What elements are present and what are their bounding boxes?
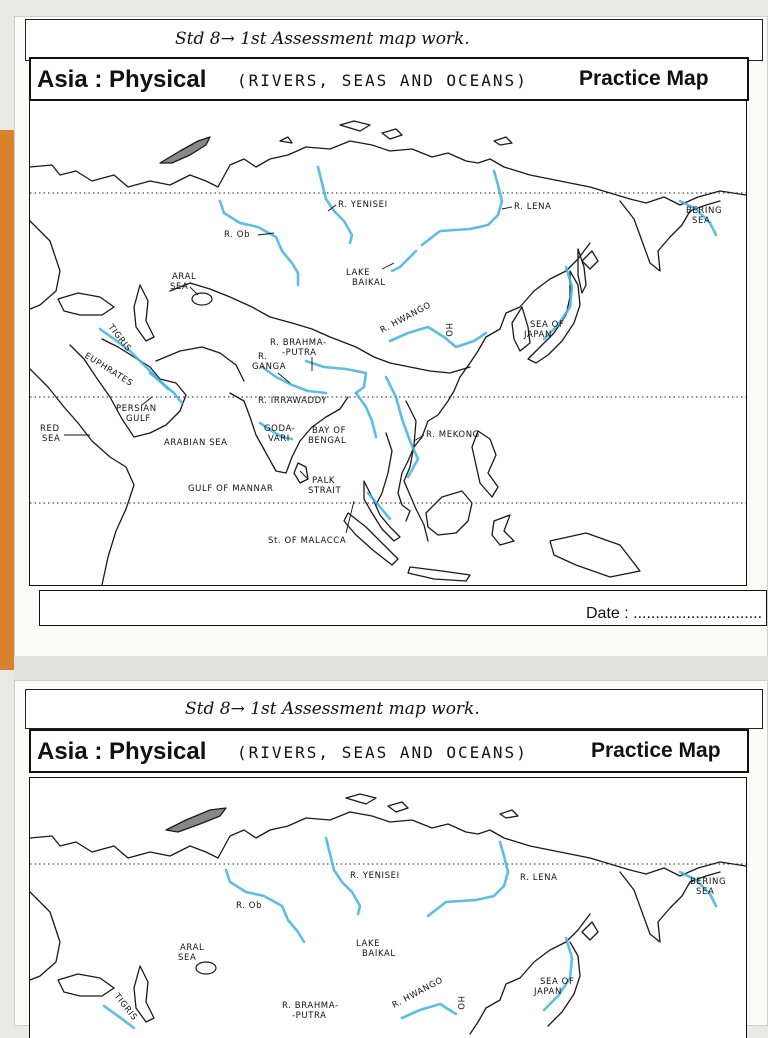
label-r-hwango-2: R. HWANGO <box>390 975 446 1011</box>
background-edge <box>0 130 14 670</box>
label-r-hwango: R. HWANGO <box>378 300 434 336</box>
date-field: Date : ............................. <box>586 605 763 622</box>
sea-of-japan-shape-2 <box>544 938 572 1010</box>
map-subtitle-2: (RIVERS, SEAS AND OCEANS) <box>237 743 528 762</box>
borneo <box>426 491 472 535</box>
river-hwango <box>390 327 486 347</box>
sumatra <box>344 513 398 565</box>
black-sea-2 <box>58 974 114 996</box>
label-r-irrawaddy: R. IRRAWADDY <box>258 396 328 406</box>
label-r-ganga-2: GANGA <box>252 362 287 372</box>
label-tigris: TIGRIS <box>105 322 134 354</box>
label-bering-sea-2: SEA <box>692 216 711 226</box>
map-title-2: Asia : Physical <box>37 738 207 765</box>
river-lena <box>422 171 502 245</box>
sri-lanka <box>294 463 308 483</box>
label-r-brahmaputra-2: -PUTRA <box>282 348 317 358</box>
label-r-mekong: R. MEKONG <box>426 430 480 440</box>
novaya-zemlya-2 <box>166 808 226 832</box>
label-r-lena: R. LENA <box>514 202 552 212</box>
west-boundary <box>30 221 60 309</box>
worksheet-page-2 <box>14 680 768 1026</box>
label-bering-sea-2-2: SEA <box>696 887 715 897</box>
label-aral-sea-1: ARAL <box>172 272 197 282</box>
lake-baikal-shape <box>392 251 416 271</box>
northern-coastline <box>30 141 746 205</box>
title-box-2 <box>29 729 749 773</box>
label-aral-sea-2-2: SEA <box>178 953 197 963</box>
label-sea-of-japan-2-2: JAPAN <box>534 987 562 997</box>
label-sea-of-japan-1: SEA OF <box>530 320 565 330</box>
label-red-sea-1: RED <box>40 424 60 434</box>
label-lake-baikal-1: LAKE <box>346 268 371 278</box>
river-irrawaddy <box>356 393 376 437</box>
river-mekong <box>386 377 418 477</box>
page-gap <box>14 656 768 680</box>
river-lena-2 <box>428 842 508 916</box>
novaya-zemlya <box>160 137 210 163</box>
strait-of-malacca-shape <box>368 493 390 519</box>
label-bay-of-bengal-1: BAY OF <box>312 426 347 436</box>
label-lake-baikal-1-2: LAKE <box>356 939 381 949</box>
asia-map <box>29 100 747 586</box>
persian-gulf-shape <box>150 373 182 403</box>
label-lake-baikal-2-2: BAIKAL <box>362 949 396 959</box>
arrow-lake-baikal <box>382 263 394 269</box>
label-godavari-2: VARI <box>268 434 290 444</box>
arrow-aral-sea <box>190 287 198 295</box>
japan-islands <box>528 251 598 363</box>
label-bering-sea-1-2: BERING <box>690 877 727 887</box>
sulawesi <box>492 515 514 545</box>
label-tigris-2: TIGRIS <box>111 991 140 1023</box>
black-sea <box>58 293 114 315</box>
asia-map-drawing <box>30 101 746 585</box>
practice-map-label: Practice Map <box>579 67 709 90</box>
philippines <box>472 431 498 497</box>
label-r-brahmaputra-1-2: R. BRAHMA- <box>282 1001 339 1011</box>
aral-sea-shape-2 <box>196 962 216 974</box>
label-sea-of-japan-2: JAPAN <box>524 330 552 340</box>
arrow-r-lena <box>502 207 512 209</box>
label-r-yenisei: R. YENISEI <box>338 200 388 210</box>
map-subtitle: (RIVERS, SEAS AND OCEANS) <box>237 71 528 90</box>
river-ob <box>220 201 298 285</box>
label-persian-gulf-1: PERSIAN <box>116 404 157 414</box>
river-hwango-2 <box>402 1004 456 1018</box>
new-guinea <box>550 533 640 577</box>
label-r-brahmaputra-1: R. BRAHMA- <box>270 338 327 348</box>
label-gulf-of-mannar: GULF OF MANNAR <box>188 484 274 494</box>
arctic-islands-2 <box>346 794 518 818</box>
japan-islands-2 <box>548 922 598 1026</box>
label-arabian-sea: ARABIAN SEA <box>164 438 228 448</box>
river-brahmaputra <box>306 361 366 393</box>
caspian-sea <box>134 285 154 341</box>
asia-map-drawing-2 <box>30 778 746 1038</box>
label-lake-baikal-2: BAIKAL <box>352 278 386 288</box>
label-r-yenisei-2: R. YENISEI <box>350 871 400 881</box>
east-asia-coastline-2 <box>470 914 590 1034</box>
korea-peninsula <box>512 307 530 351</box>
northern-coastline-2 <box>30 812 746 876</box>
label-bay-of-bengal-2: BENGAL <box>308 436 347 446</box>
label-aral-sea-2: SEA <box>170 282 189 292</box>
header-note: Std 8→ 1st Assessment map work. <box>175 29 470 49</box>
africa-coast <box>30 369 134 585</box>
arctic-islands <box>280 121 512 145</box>
label-bering-sea-1: BERING <box>686 206 723 216</box>
label-r-ob: R. Ob <box>224 230 251 240</box>
date-box <box>39 590 767 626</box>
west-boundary-2 <box>30 892 60 980</box>
practice-map-label-2: Practice Map <box>591 739 721 762</box>
label-godavari-1: GODA- <box>264 424 296 434</box>
map-title: Asia : Physical <box>37 66 207 93</box>
east-asia-coastline <box>398 243 590 521</box>
header-note-2: Std 8→ 1st Assessment map work. <box>185 699 480 719</box>
label-r-brahmaputra-2-2: -PUTRA <box>292 1011 327 1021</box>
label-r-lena-2: R. LENA <box>520 873 558 883</box>
label-palk-strait-1: PALK <box>312 476 336 486</box>
java <box>408 567 470 581</box>
label-aral-sea-1-2: ARAL <box>180 943 205 953</box>
label-st-of-malacca: St. OF MALACCA <box>268 536 347 546</box>
label-r-ob-2: R. Ob <box>236 901 263 911</box>
label-red-sea-2: SEA <box>42 434 61 444</box>
label-palk-strait-2: STRAIT <box>308 486 342 496</box>
label-r-ganga-1: R. <box>258 352 268 362</box>
label-ho-2: HO <box>455 996 465 1011</box>
label-euphrates: EUPHRATES <box>82 351 135 389</box>
aral-sea-shape <box>192 293 212 305</box>
worksheet-page-1 <box>14 16 768 658</box>
sakhalin-island <box>578 249 586 293</box>
asia-map-2 <box>29 777 747 1038</box>
label-sea-of-japan-1-2: SEA OF <box>540 977 575 987</box>
label-persian-gulf-2: GULF <box>126 414 151 424</box>
label-ho: HO <box>443 323 453 338</box>
title-box <box>29 57 749 101</box>
